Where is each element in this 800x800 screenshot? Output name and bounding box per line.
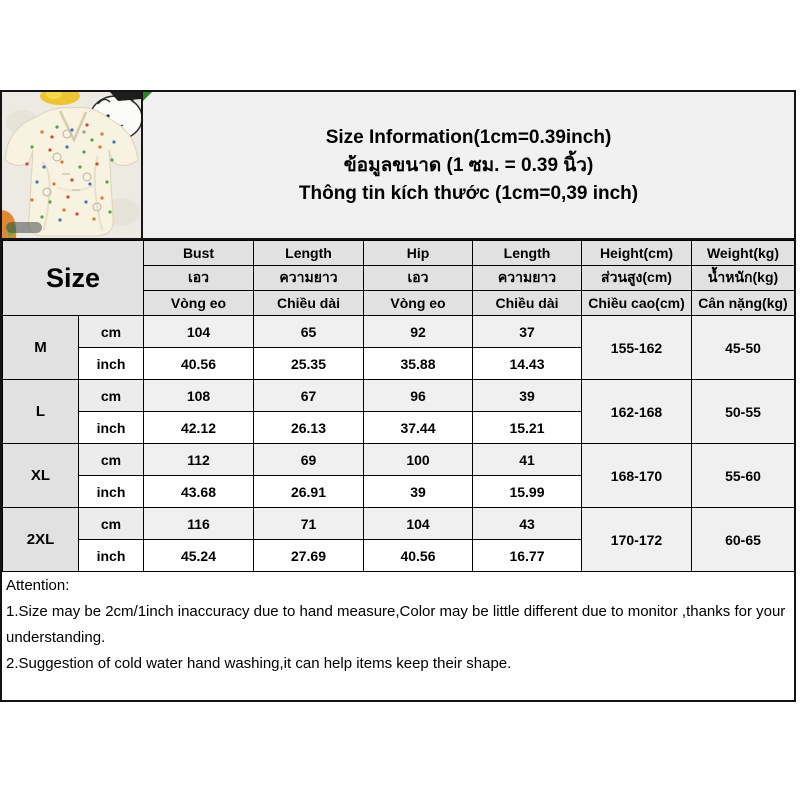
- cell-2XL-height: 170-172: [582, 508, 692, 572]
- cell-2XL-hip-cm: 104: [364, 508, 473, 540]
- watermark-pill: [6, 222, 42, 233]
- header-height-en: Height(cm): [582, 241, 692, 266]
- header-length-th: ความยาว: [254, 266, 364, 291]
- cell-M-hip-cm: 92: [364, 316, 473, 348]
- cell-XL-bust-inch: 43.68: [144, 476, 254, 508]
- title-block: [141, 92, 794, 238]
- cell-XL-weight: 55-60: [692, 444, 795, 508]
- title-thai: ข้อมูลขนาด (1 ซม. = 0.39 นิ้ว): [343, 154, 594, 176]
- cell-L-length-inch: 26.13: [254, 412, 364, 444]
- cell-M-length2-cm: 37: [473, 316, 582, 348]
- attention-section: [2, 572, 794, 700]
- header-length-vi: Chiều dài: [254, 291, 364, 316]
- unit-inch: inch: [79, 476, 144, 508]
- cell-L-hip-cm: 96: [364, 380, 473, 412]
- size-label-L: L: [3, 380, 79, 444]
- header-hip-vi: Vòng eo: [364, 291, 473, 316]
- row-2XL-cm: [3, 508, 795, 540]
- header-row-en: [3, 241, 795, 266]
- header-bust-en: Bust: [144, 241, 254, 266]
- cell-M-height: 155-162: [582, 316, 692, 380]
- cell-2XL-hip-inch: 40.56: [364, 540, 473, 572]
- row-XL-cm: [3, 444, 795, 476]
- cell-2XL-length2-inch: 16.77: [473, 540, 582, 572]
- cell-XL-length-cm: 69: [254, 444, 364, 476]
- row-L-cm: [3, 380, 795, 412]
- header-weight-vi: Cân nặng(kg): [692, 291, 795, 316]
- cell-M-bust-inch: 40.56: [144, 348, 254, 380]
- cell-XL-bust-cm: 112: [144, 444, 254, 476]
- cell-M-length-cm: 65: [254, 316, 364, 348]
- attention-heading: Attention:: [6, 577, 70, 594]
- row-M-cm: [3, 316, 795, 348]
- size-table: [2, 240, 795, 572]
- cell-L-weight: 50-55: [692, 380, 795, 444]
- header-length2-vi: Chiều dài: [473, 291, 582, 316]
- cell-XL-length2-cm: 41: [473, 444, 582, 476]
- header-length2-th: ความยาว: [473, 266, 582, 291]
- cell-XL-hip-inch: 39: [364, 476, 473, 508]
- cell-M-hip-inch: 35.88: [364, 348, 473, 380]
- cell-M-length-inch: 25.35: [254, 348, 364, 380]
- unit-cm: cm: [79, 508, 144, 540]
- header-length2-en: Length: [473, 241, 582, 266]
- unit-inch: inch: [79, 540, 144, 572]
- product-photo: [2, 92, 141, 238]
- cell-L-height: 162-168: [582, 380, 692, 444]
- cell-XL-length-inch: 26.91: [254, 476, 364, 508]
- cell-2XL-bust-cm: 116: [144, 508, 254, 540]
- header-height-th: ส่วนสูง(cm): [582, 266, 692, 291]
- unit-cm: cm: [79, 380, 144, 412]
- cell-2XL-length-cm: 71: [254, 508, 364, 540]
- cell-2XL-bust-inch: 45.24: [144, 540, 254, 572]
- header-hip-en: Hip: [364, 241, 473, 266]
- cell-L-bust-cm: 108: [144, 380, 254, 412]
- header-bust-th: เอว: [144, 266, 254, 291]
- unit-cm: cm: [79, 316, 144, 348]
- title-english: Size Information(1cm=0.39inch): [325, 126, 612, 148]
- product-photo-illustration: [2, 92, 141, 238]
- top-section: [2, 92, 794, 240]
- header-bust-vi: Vòng eo: [144, 291, 254, 316]
- unit-cm: cm: [79, 444, 144, 476]
- header-hip-th: เอว: [364, 266, 473, 291]
- cell-2XL-weight: 60-65: [692, 508, 795, 572]
- header-height-vi: Chiều cao(cm): [582, 291, 692, 316]
- header-weight-en: Weight(kg): [692, 241, 795, 266]
- attention-note-2: 2.Suggestion of cold water hand washing,it can help items keep their shape.: [6, 655, 512, 672]
- unit-inch: inch: [79, 348, 144, 380]
- size-chart-sheet: [0, 90, 796, 702]
- size-label-M: M: [3, 316, 79, 380]
- cell-L-bust-inch: 42.12: [144, 412, 254, 444]
- cell-L-length-cm: 67: [254, 380, 364, 412]
- size-label-2XL: 2XL: [3, 508, 79, 572]
- size-label-XL: XL: [3, 444, 79, 508]
- attention-note-1: 1.Size may be 2cm/1inch inaccuracy due to hand measure,Color may be little different due to monitor ,thanks for your understanding.: [6, 603, 786, 646]
- title-vietnamese: Thông tin kích thước (1cm=0,39 inch): [298, 182, 639, 204]
- header-length-en: Length: [254, 241, 364, 266]
- cell-M-bust-cm: 104: [144, 316, 254, 348]
- cell-XL-length2-inch: 15.99: [473, 476, 582, 508]
- header-weight-th: น้ำหนัก(kg): [692, 266, 795, 291]
- cell-L-length2-cm: 39: [473, 380, 582, 412]
- cell-XL-hip-cm: 100: [364, 444, 473, 476]
- cell-M-length2-inch: 14.43: [473, 348, 582, 380]
- cell-2XL-length2-cm: 43: [473, 508, 582, 540]
- size-corner-cell: Size: [3, 241, 144, 316]
- cell-XL-height: 168-170: [582, 444, 692, 508]
- unit-inch: inch: [79, 412, 144, 444]
- cell-L-length2-inch: 15.21: [473, 412, 582, 444]
- excel-note-marker-icon: [143, 92, 152, 101]
- cell-L-hip-inch: 37.44: [364, 412, 473, 444]
- cell-M-weight: 45-50: [692, 316, 795, 380]
- cell-2XL-length-inch: 27.69: [254, 540, 364, 572]
